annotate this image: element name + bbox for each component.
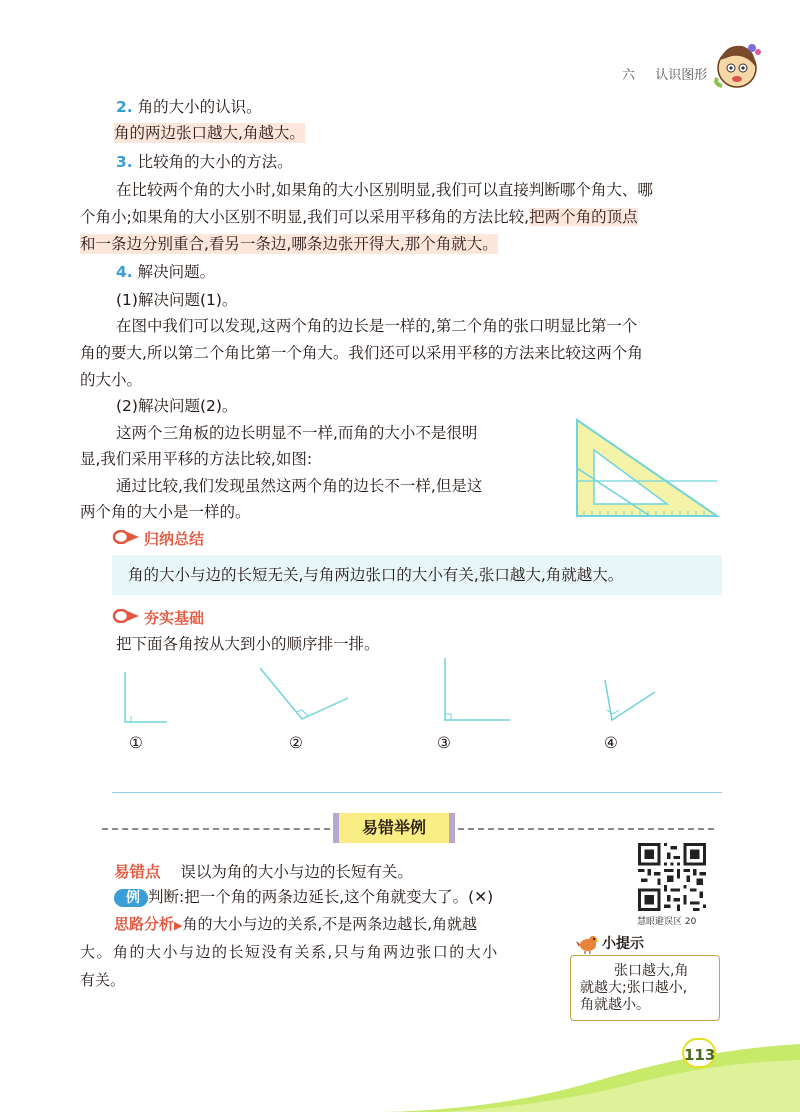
- dashed-divider-left: [102, 828, 330, 830]
- problem-2-line2: 显,我们采用平移的方法比较,如图:: [80, 450, 313, 468]
- tip-line2: 就越大;张口越小,: [580, 980, 688, 996]
- problem-1-line2: 角的要大,所以第二个角比第一个角大。我们还可以采用平移的方法来比较这两个角: [80, 344, 643, 362]
- problem-1-line1: 在图中我们可以发现,这两个角的边长是一样的,第二个角的张口明显比第一个: [116, 317, 638, 335]
- section-2-number: 2.: [116, 98, 133, 116]
- mistakes-banner: 易错举例: [333, 813, 455, 843]
- section-4-number: 4.: [116, 263, 133, 281]
- section-4-heading: [116, 262, 215, 282]
- problem-2-line3: 通过比较,我们发现虽然这两个角的边长不一样,但是这: [116, 477, 483, 495]
- section-marker-icon: [112, 609, 140, 623]
- page-corner-decoration: [380, 1040, 800, 1112]
- angle-label-4: ④: [604, 734, 618, 752]
- section-3-number: 3.: [116, 153, 133, 171]
- section-3-line2-plain: 个角小;如果角的大小区别不明显,我们可以采用平移角的方法比较,: [80, 208, 530, 226]
- angle-label-2: ②: [289, 734, 303, 752]
- example-text: 判断:把一个角的两条边延长,这个角就变大了。(✕): [148, 888, 494, 906]
- summary-text: 角的大小与边的长短无关,与角两边张口的大小有关,张口越大,角就越大。: [128, 566, 624, 584]
- mascot-icon: [712, 40, 762, 90]
- summary-title: 归纳总结: [144, 530, 205, 548]
- analysis-text-1: 角的大小与边的关系,不是两条边越长,角就越: [182, 915, 478, 933]
- example-label: 例: [114, 889, 148, 907]
- analysis-line3: 有关。: [80, 971, 126, 989]
- section-2-title: 角的大小的认识。: [137, 98, 262, 116]
- section-3-line2-highlight: 把两个角的顶点: [529, 208, 638, 226]
- dashed-divider-right: [458, 828, 714, 830]
- angle-1: [125, 672, 167, 722]
- tip-title: 小提示: [602, 936, 644, 952]
- qr-code: [638, 843, 706, 911]
- triangle-rulers-figure: [572, 418, 722, 520]
- problem-2-line4: 两个角的大小是一样的。: [80, 503, 251, 521]
- analysis-label: 思路分析: [114, 915, 175, 933]
- angle-label-1: ①: [129, 734, 143, 752]
- tip-line1: 张口越大,角: [614, 963, 689, 979]
- angle-label-3: ③: [437, 734, 451, 752]
- practice-title: 夯实基础: [144, 609, 205, 627]
- qr-caption: 慧眼避误区 20: [637, 917, 697, 927]
- section-marker-icon: [112, 530, 140, 544]
- problem-1-line3: 的大小。: [80, 371, 143, 389]
- problem-2-heading: (2)解决问题(2)。: [116, 397, 238, 415]
- page-header: [622, 64, 707, 83]
- arrow-icon: ▶: [174, 919, 183, 932]
- page-number: 113: [682, 1038, 716, 1068]
- section-3-line2: [80, 207, 638, 227]
- mistake-point-label: 易错点: [114, 863, 161, 881]
- section-3-line3: 和一条边分别重合,看另一条边,哪条边张开得大,那个角就大。: [80, 235, 498, 253]
- chapter-title: 认识图形: [655, 68, 708, 83]
- section-2-highlight: 角的两边张口越大,角越大。: [114, 124, 305, 142]
- mistake-point-text: 误以为角的大小与边的长短有关。: [180, 863, 413, 881]
- analysis-line2: 大。角的大小与边的长短没有关系,只与角两边张口的大小: [80, 943, 499, 961]
- example-line: [114, 887, 493, 907]
- section-4-title: 解决问题。: [137, 263, 216, 281]
- problem-1-heading: (1)解决问题(1)。: [116, 291, 238, 309]
- section-2-heading: [116, 97, 262, 117]
- angle-figures: [110, 650, 730, 730]
- mistake-point: [114, 862, 413, 882]
- section-divider: [112, 792, 722, 793]
- section-3-heading: [116, 152, 293, 172]
- section-3-title: 比较角的大小的方法。: [137, 153, 293, 171]
- tip-line3: 角就越小。: [580, 997, 650, 1013]
- bird-icon: [576, 932, 600, 954]
- chapter-number: 六: [622, 68, 636, 83]
- problem-2-line1: 这两个三角板的边长明显不一样,而角的大小不是很明: [116, 424, 478, 442]
- analysis-line1: [114, 914, 477, 936]
- section-3-line1: 在比较两个角的大小时,如果角的大小区别明显,我们可以直接判断哪个角大、哪: [116, 181, 653, 199]
- angle-3: [445, 658, 510, 720]
- practice-instruction: 把下面各角按从大到小的顺序排一排。: [116, 635, 380, 653]
